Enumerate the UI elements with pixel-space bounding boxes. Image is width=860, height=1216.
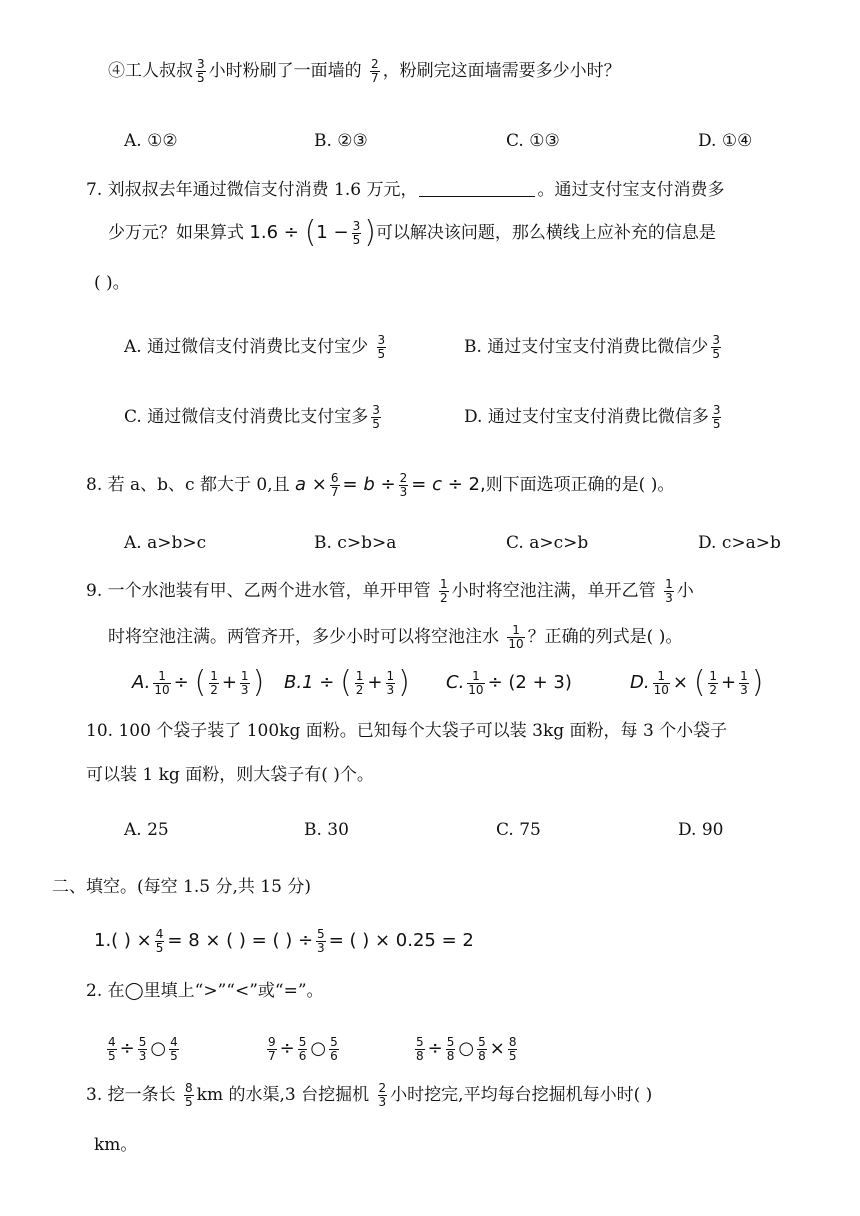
q9-option-d: D. $\frac{1}{10}$ × ( $\frac{1}{2}$ + $\frac{1}{3}$ )	[630, 665, 764, 700]
compare-circle[interactable]: ○	[150, 1038, 167, 1059]
fill-q2: 2. 在◯里填上“>”“<”或“=”。	[86, 981, 324, 1001]
q7-answer-paren: ( )。	[94, 273, 130, 293]
q9-line1: 9. 一个水池装有甲、乙两个进水管，单开甲管 $\frac{1}{2}$ 小时将空池注满，单开乙管 $\frac{1}{3}$ 小	[86, 577, 694, 605]
q8-equation: a × $\frac{6}{7}$ = b ÷ $\frac{2}{3}$ = c ÷ 2,	[295, 470, 486, 499]
q8-option-a: A. a>b>c	[124, 533, 207, 553]
q7-line1	[86, 175, 724, 205]
q10-option-b: B. 30	[304, 820, 349, 840]
q10-line2: 可以装 1 kg 面粉，则大袋子有( )个。	[86, 765, 374, 785]
q7-expression: 1.6 ÷ (1 − $\frac{3}{5}$ )	[249, 215, 376, 250]
fraction: $\frac{3}{5}$	[197, 57, 205, 85]
q7-text: 7. 刘叔叔去年通过微信支付消费 1.6 万元，	[86, 180, 418, 200]
compare-circle[interactable]: ○	[310, 1038, 327, 1059]
fill-q3-line1: 3. 挖一条长 $\frac{8}{5}$ km 的水渠,3 台挖掘机 $\frac{2}{3}$ 小时挖完,平均每台挖掘机每小时( )	[86, 1081, 653, 1109]
q9-option-b: B.1 ÷ ( $\frac{1}{2}$ + $\frac{1}{3}$ )	[284, 665, 410, 700]
q8-option-c: C. a>c>b	[506, 533, 589, 553]
q6-item4	[108, 56, 621, 86]
q10-line1: 10. 100 个袋子装了 100kg 面粉。已知每个大袋子可以装 3kg 面粉，每 3 个小袋子	[86, 721, 728, 741]
q8-line	[86, 470, 674, 500]
compare-circle[interactable]: ○	[458, 1038, 475, 1059]
q6-item4-end: ，粉刷完这面墙需要多少小时？	[382, 61, 621, 81]
q6-option-b: B. ②③	[314, 131, 368, 151]
compare-expr-2: $\frac{9}{7}$ ÷ $\frac{5}{6}$ ○ $\frac{5}{6}$	[268, 1034, 338, 1063]
q6-item4-mid: 小时粉刷了一面墙的	[208, 61, 362, 81]
section-title: 二、填空。(每空 1.5 分,共 15 分)	[52, 877, 311, 897]
q7-line2	[108, 215, 716, 250]
q9-option-c: C. $\frac{1}{10}$ ÷ (2 + 3)	[446, 668, 572, 697]
q10-option-c: C. 75	[496, 820, 541, 840]
q10-option-d: D. 90	[678, 820, 724, 840]
fill-q3-line2: km。	[94, 1135, 138, 1155]
q6-option-d: D. ①④	[698, 131, 753, 151]
q10-option-a: A. 25	[124, 820, 169, 840]
q8-text: 则下面选项正确的是( )。	[485, 475, 675, 495]
fill-q1: 1.( ) × $\frac{4}{5}$ = 8 × ( ) = ( ) ÷ $\frac{5}{3}$ = ( ) × 0.25 = 2	[94, 926, 474, 955]
q9-line2: 时将空池注满。两管齐开，多少小时可以将空池注水 $\frac{1}{10}$ ？正确的列式是( )。	[108, 623, 683, 651]
compare-expr-3: $\frac{5}{8}$ ÷ $\frac{5}{8}$ ○ $\frac{5}{8}$ × $\frac{8}{5}$	[416, 1034, 517, 1063]
q7-text: 。通过支付宝支付消费多	[537, 180, 725, 200]
q7-option-a: A. 通过微信支付消费比支付宝少 $\frac{3}{5}$	[124, 333, 386, 361]
q7-text: 少万元？如果算式	[108, 223, 244, 243]
q6-option-c: C. ①③	[506, 131, 560, 151]
q7-option-d: D. 通过支付宝支付消费比微信多 $\frac{3}{5}$	[464, 403, 721, 431]
compare-expr-1: $\frac{4}{5}$ ÷ $\frac{5}{3}$ ○ $\frac{4}{5}$	[108, 1034, 178, 1063]
q7-text: 可以解决该问题，那么横线上应补充的信息是	[375, 223, 716, 243]
q6-option-a: A. ①②	[124, 131, 178, 151]
q8-text: 8. 若 a、b、c 都大于 0,且	[86, 475, 290, 495]
q7-option-b: B. 通过支付宝支付消费比微信少 $\frac{3}{5}$	[464, 333, 720, 361]
answer-blank	[419, 178, 535, 197]
q9-option-a: A. $\frac{1}{10}$ ÷ ( $\frac{1}{2}$ + $\frac{1}{3}$ )	[132, 665, 265, 700]
q8-option-d: D. c>a>b	[698, 533, 781, 553]
q8-option-b: B. c>b>a	[314, 533, 397, 553]
q6-item4-start: ④工人叔叔	[108, 61, 193, 81]
fraction: $\frac{2}{7}$	[371, 57, 379, 85]
q7-option-c: C. 通过微信支付消费比支付宝多 $\frac{3}{5}$	[124, 403, 380, 431]
